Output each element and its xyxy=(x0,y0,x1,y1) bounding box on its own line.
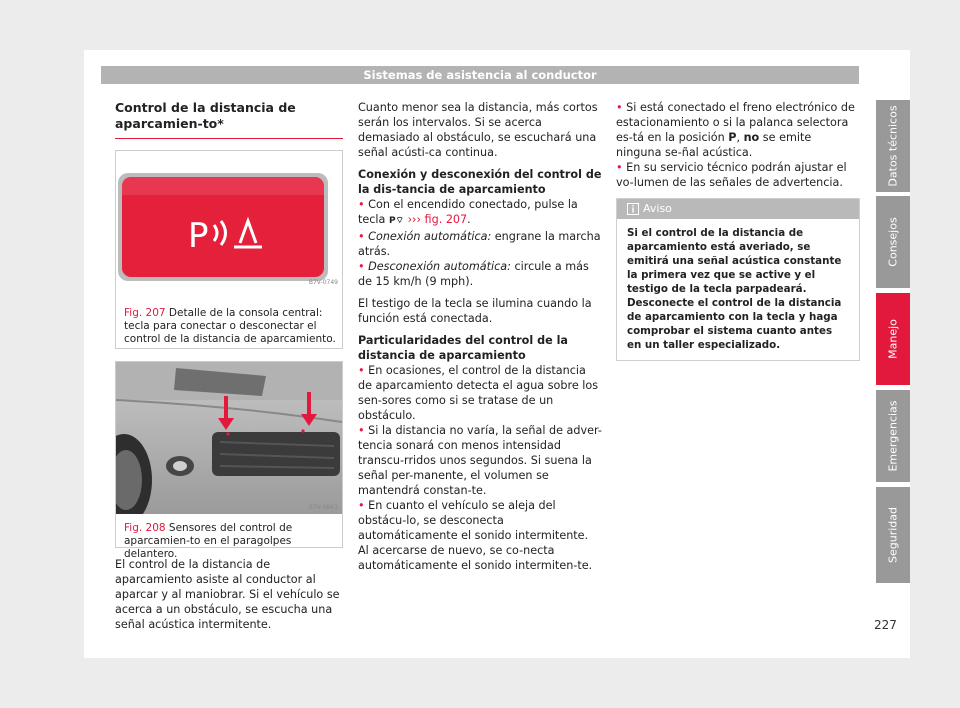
list-item: • En cuanto el vehículo se aleja del obstácu-lo, se desconecta automáticamente el sonido intermitente. Al acercarse de nuevo, se co-necta automáticamente el sonido intermiten-te. xyxy=(358,499,593,572)
list-item: • Conexión automática: engrane la marcha atrás. xyxy=(358,230,601,258)
list-item: • Si la distancia no varía, la señal de adver-tencia sonará con menos intensidad transcu-rridos unos segundos. Si suena la señal per-manente, el volumen se mantendrá constan-te. xyxy=(358,424,602,497)
column-1 xyxy=(115,100,343,139)
tab-manejo[interactable]: Manejo xyxy=(876,293,910,385)
figure-number: Fig. 208 xyxy=(124,522,166,534)
chapter-header: Sistemas de asistencia al conductor xyxy=(101,66,859,84)
figure-code: B7V-0863 xyxy=(308,504,338,511)
list-item: • Con el encendido conectado, pulse la tecla P⌔ ››› fig. 207. xyxy=(358,198,578,226)
tab-consejos[interactable]: Consejos xyxy=(876,196,910,288)
figure-208 xyxy=(115,361,343,560)
bumper-sensors-photo xyxy=(116,362,342,514)
subheading: Particularidades del control de la distancia de aparcamiento xyxy=(358,334,568,362)
intro-text: El control de la distancia de aparcamiento asiste al conductor al aparcar y al maniobrar. Si el vehículo se acerca a un obstáculo, se escucha una señal acústica intermitente. xyxy=(115,558,340,631)
figure-caption: Fig. 208 Sensores del control de aparcamien-to en el paragolpes delantero. xyxy=(124,522,293,560)
section-title: Control de la distancia de aparcamien-to* xyxy=(115,100,296,131)
section-divider xyxy=(115,138,343,139)
tab-seguridad[interactable]: Seguridad xyxy=(876,487,910,583)
subheading: Conexión y desconexión del control de la dis-tancia de aparcamiento xyxy=(358,168,602,196)
figure-caption: Fig. 207 Detalle de la consola central: tecla para conectar o desconectar el control de la distancia de aparcamiento. xyxy=(124,307,336,345)
svg-text:P: P xyxy=(188,216,209,256)
figure-207 xyxy=(115,150,343,349)
figure-reference[interactable]: ››› fig. 207 xyxy=(407,213,468,226)
list-item: • En ocasiones, el control de la distancia de aparcamiento detecta el agua sobre los sen-sores como si se tratase de un obstáculo. xyxy=(358,364,599,422)
notice-header: Aviso xyxy=(617,199,859,219)
notice-box: Aviso Si el control de la distancia de aparcamiento está averiado, se emitirá una señal acústica constante la primera vez que se active y el testigo de la tecla parpadeará. Desconecte el control de la distancia de aparcamiento con la tecla y haga comprobar el sistema cuanto antes en un taller especializado. xyxy=(616,198,860,361)
figure-code: B7V-0749 xyxy=(308,279,338,286)
page-number: 227 xyxy=(874,618,897,632)
list-item: • Desconexión automática: circule a más de 15 km/h (9 mph). xyxy=(358,260,589,288)
info-icon xyxy=(627,203,639,215)
column-2: Cuanto menor sea la distancia, más cortos serán los intervalos. Si se acerca demasiado al obstáculo, se escuchará una señal acústi-ca continua. Conexión y desconexión del control de la dis-tancia de aparcamiento • Con el encendido conectado, pulse la tecla P⌔ ››› fig. 207. • Conexión automática: engrane la marcha atrás. • Desconexión automática: circule a más de 15 km/h (9 mph). El testigo de la tecla se ilumina cuando la función está conectada. Particularidades del control de la distancia de aparcamiento • En ocasiones, el control de la distancia de aparcamiento detecta el agua sobre los sen-sores como si se tratase de un obstáculo. • Si la distancia no varía, la señal de adver-tencia sonará con menos intensidad transcu-rridos unos segundos. Si suena la señal per-manente, el volumen se mantendrá constan-te. • En cuanto el vehículo se aleja del obstácu-lo, se desconecta automáticamente el sonido intermitente. Al acercarse de nuevo, se co-necta automáticamente el sonido intermiten-te. xyxy=(358,101,602,572)
parking-key-icon: P⌔ xyxy=(388,216,405,226)
tab-emergencias[interactable]: Emergencias xyxy=(876,390,910,482)
parking-button-illustration xyxy=(116,151,342,291)
list-item: • En su servicio técnico podrán ajustar el vo-lumen de las señales de advertencia. xyxy=(616,161,847,189)
list-item: • Si está conectado el freno electrónico de estacionamiento o si la palanca selectora es-tá en la posición P, no se emite ninguna se-ñal acústica. xyxy=(616,101,855,159)
tab-datos-tecnicos[interactable]: Datos técnicos xyxy=(876,100,910,192)
figure-number: Fig. 207 xyxy=(124,307,166,319)
column-3 xyxy=(616,100,860,361)
